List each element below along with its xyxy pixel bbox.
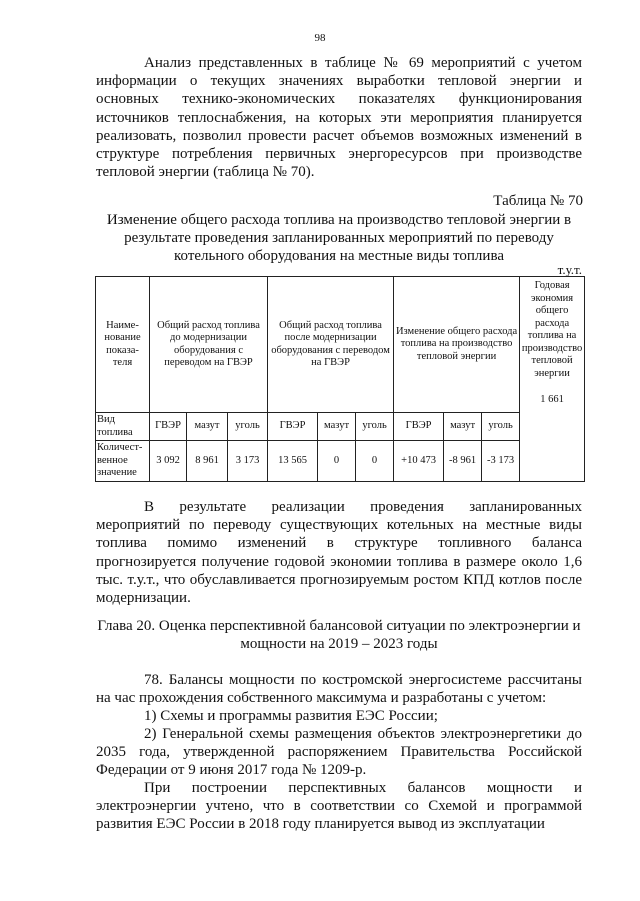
header-indicator-name: Наиме-нование показа-теля (96, 277, 150, 413)
value-cell: 0 (318, 441, 356, 482)
header-savings-text: Годовая экономия общего расхода топлива на производство тепловой энергии (521, 280, 583, 379)
intro-paragraph: Анализ представленных в таблице № 69 мероприятий с учетом информации о текущих значениях выработки тепловой энергии и основных технико-экономических показателях функционирования источников теплоснабжения, на которых эти мероприятия планируется реализовать, позволил провести расчет объемов возможных изменений в структуре потребления первичных энергоресурсов при производстве тепловой энергии (таблица № 70). (96, 55, 582, 181)
fuel-type-cell: уголь (356, 413, 394, 441)
value-cell: 0 (356, 441, 394, 482)
fuel-row-label: Вид топлива (96, 413, 150, 441)
value-cell: -3 173 (482, 441, 520, 482)
fuel-consumption-table (95, 276, 585, 482)
savings-value: 1 661 (540, 394, 564, 405)
fuel-type-cell: ГВЭР (394, 413, 444, 441)
header-change: Изменение общего расхода топлива на производство тепловой энергии (394, 277, 520, 413)
table-caption: Изменение общего расхода топлива на производство тепловой энергии в результате проведения запланированных мероприятий по переводу котельного оборудования на местные виды топлива (106, 212, 572, 264)
table-label: Таблица № 70 (493, 193, 583, 209)
value-cell: 3 173 (228, 441, 268, 482)
value-cell: +10 473 (394, 441, 444, 482)
fuel-type-cell: уголь (228, 413, 268, 441)
fuel-type-cell: мазут (318, 413, 356, 441)
unit-label: т.у.т. (557, 262, 582, 277)
construction-paragraph: При построении перспективных балансов мощности и электроэнергии учтено, что в соответствии со Схемой и программой развития ЕЭС России в 2018 году планируется вывод из эксплуатации (96, 780, 582, 833)
header-after: Общий расход топлива после модернизации оборудования с переводом на ГВЭР (268, 277, 394, 413)
chapter-title: Глава 20. Оценка перспективной балансовой ситуации по электроэнергии и мощности на 2019 – 2023 годы (97, 618, 581, 652)
result-paragraph: В результате реализации проведения запланированных мероприятий по переводу существующих котельных на местные виды топлива помимо изменений в структуре топливного баланса прогнозируется получение годовой экономии топлива в размере около 1,6 тыс. т.у.т., что обуславливается прогнозируемым ростом КПД котлов после модернизации. (96, 499, 582, 607)
balance-paragraph: 78. Балансы мощности по костромской энергосистеме рассчитаны на час прохождения собственного максимума и разработаны с учетом: (96, 672, 582, 707)
list-item: 1) Схемы и программы развития ЕЭС России; (144, 708, 438, 724)
list-item: 2) Генеральной схемы размещения объектов электроэнергетики до 2035 года, утвержденной распоряжением Правительства Российской Федерации от 9 июня 2017 года № 1209-р. (96, 726, 582, 779)
fuel-type-cell: ГВЭР (150, 413, 187, 441)
value-cell: -8 961 (444, 441, 482, 482)
page-number: 98 (314, 32, 326, 44)
fuel-type-cell: ГВЭР (268, 413, 318, 441)
header-before: Общий расход топлива до модернизации оборудования с переводом на ГВЭР (150, 277, 268, 413)
value-cell: 13 565 (268, 441, 318, 482)
fuel-type-cell: уголь (482, 413, 520, 441)
header-savings (520, 277, 585, 482)
fuel-type-cell: мазут (444, 413, 482, 441)
value-cell: 8 961 (187, 441, 228, 482)
value-cell: 3 092 (150, 441, 187, 482)
fuel-type-cell: мазут (187, 413, 228, 441)
qty-row-label: Количест-венное значение (96, 441, 150, 482)
